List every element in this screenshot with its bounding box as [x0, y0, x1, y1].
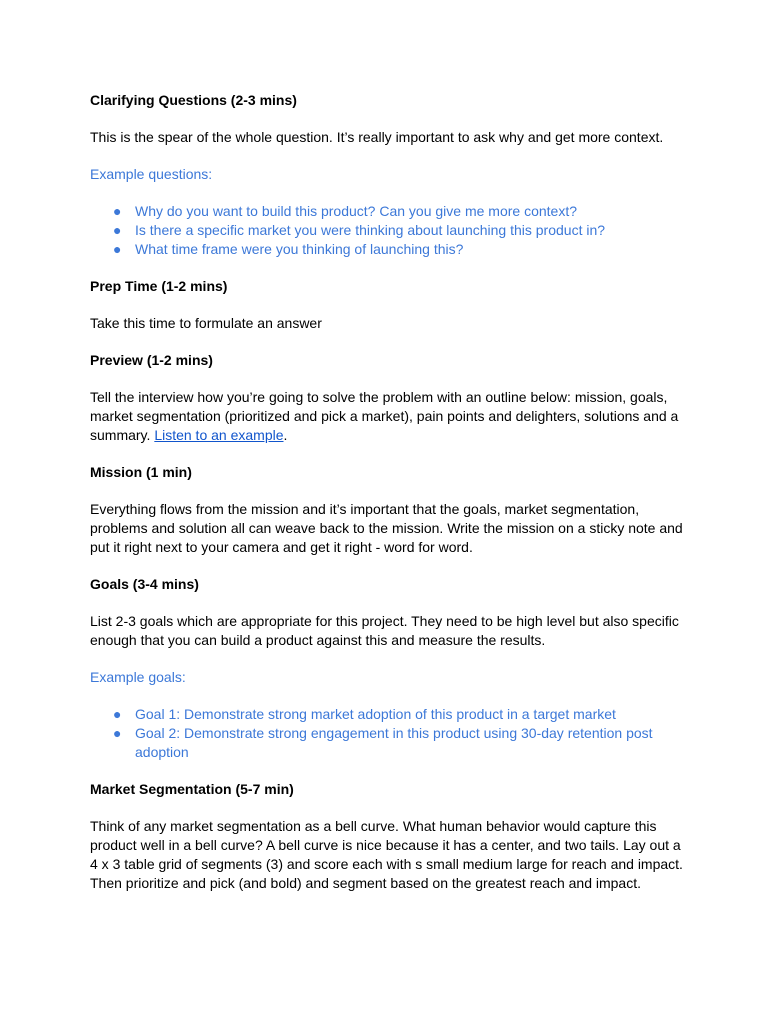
mission-heading: Mission (1 min) [90, 464, 192, 480]
list-item-text: Is there a specific market you were thinking about launching this product in? [135, 222, 606, 238]
prep-body: Take this time to formulate an answer [90, 315, 322, 331]
goals-heading: Goals (3-4 mins) [90, 576, 199, 592]
example-goals-list [90, 705, 690, 762]
bullet-icon: ● [113, 706, 122, 722]
mission-body: Everything flows from the mission and it’s important that the goals, market segmentation, problems and solution all can weave back to the mission. Write the mission on a sticky note and put it right next to your camera and get it right - word for word. [90, 501, 683, 555]
list-item-text: Goal 1: Demonstrate strong market adoption of this product in a target market [135, 706, 616, 722]
example-questions-label: Example questions: [90, 166, 213, 182]
bullet-icon: ● [113, 725, 122, 741]
list-item [90, 724, 690, 762]
clarifying-heading: Clarifying Questions (2-3 mins) [90, 92, 297, 108]
example-goals-label: Example goals: [90, 669, 186, 685]
preview-text-end: . [283, 427, 288, 443]
bullet-icon: ● [113, 222, 122, 238]
list-item-text: Why do you want to build this product? Can you give me more context? [135, 203, 578, 219]
list-item [90, 705, 690, 724]
list-item [90, 240, 690, 259]
prep-heading: Prep Time (1-2 mins) [90, 278, 228, 294]
example-questions-list [90, 202, 690, 259]
bullet-icon: ● [113, 203, 122, 219]
list-item-text: Goal 2: Demonstrate strong engagement in this product using 30-day retention post adoption [135, 725, 653, 760]
list-item-text: What time frame were you thinking of launching this? [135, 241, 464, 257]
bullet-icon: ● [113, 241, 122, 257]
clarifying-body: This is the spear of the whole question. It’s really important to ask why and get more context. [90, 129, 664, 145]
list-item [90, 221, 690, 240]
segmentation-heading: Market Segmentation (5-7 min) [90, 781, 294, 797]
listen-example-link[interactable]: Listen to an example [154, 427, 284, 443]
list-item [90, 202, 690, 221]
preview-heading: Preview (1-2 mins) [90, 352, 213, 368]
segmentation-body: Think of any market segmentation as a bell curve. What human behavior would capture this product well in a bell curve? A bell curve is nice because it has a center, and two tails. Lay out a 4 x 3 table grid of segments (3) and score each with s small medium large for reach and impact. Then prioritize and pick (and bold) and segment based on the greatest reach and impact. [90, 818, 683, 891]
preview-text: Tell the interview how you’re going to solve the problem with an outline below: mission, goals, market segmentation (prioritized and pick a market), pain points and delighters, solutions and a summary. [90, 389, 679, 443]
goals-body: List 2-3 goals which are appropriate for this project. They need to be high level but also specific enough that you can build a product against this and measure the results. [90, 613, 679, 648]
preview-body [90, 388, 690, 445]
document-content [90, 91, 690, 911]
